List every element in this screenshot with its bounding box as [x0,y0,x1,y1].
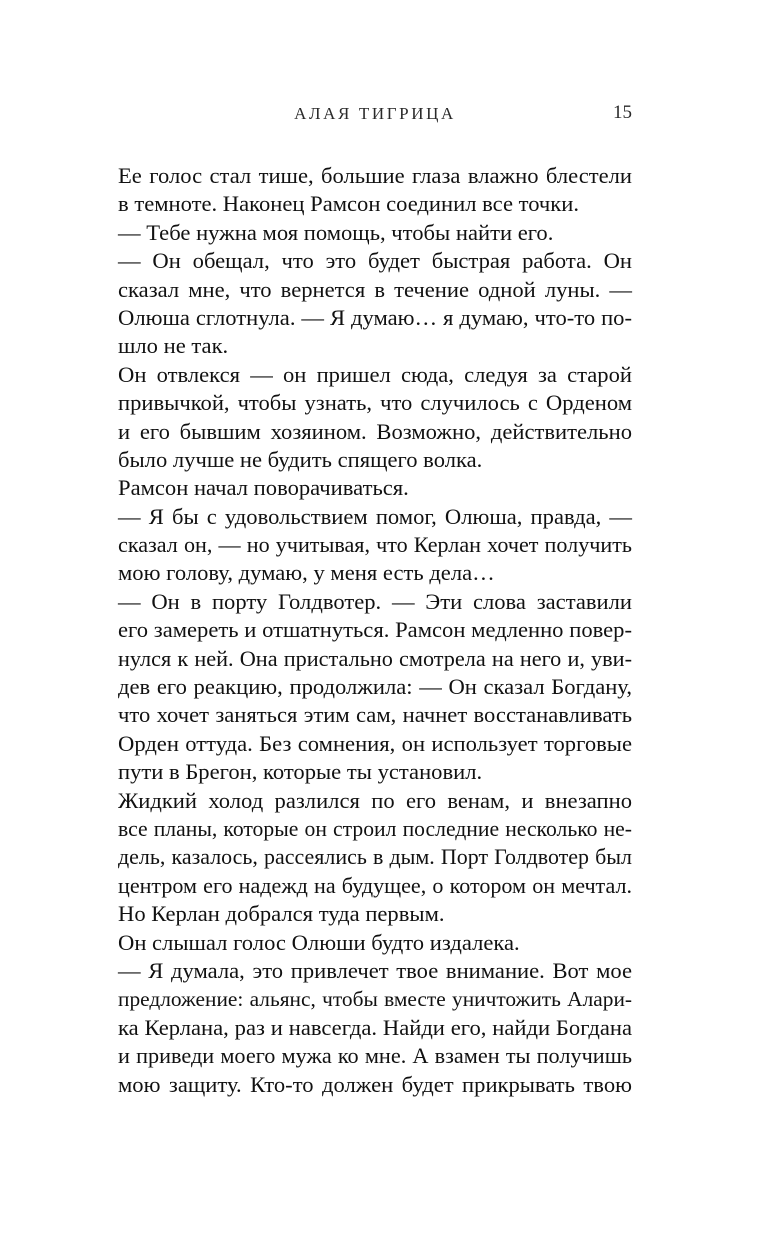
text-line: — Он обещал, что это будет быстрая работа. Он [118,248,632,274]
text-line: его замереть и отшатнуться. Рамсон медленно повер- [118,617,632,643]
text-line: ка Керлана, раз и навсегда. Найди его, найди Богдана [118,1014,632,1040]
text-line: Олюша сглотнула. — Я думаю… я думаю, что-то по- [118,304,632,330]
text-line: в темноте. Наконец Рамсон соединил все точки. [118,191,579,217]
body-text [118,162,632,1099]
text-line: мою защиту. Кто-то должен будет прикрывать твою [118,1071,632,1097]
text-line: — Тебе нужна моя помощь, чтобы найти его. [118,219,554,245]
text-line: Ее голос стал тише, большие глаза влажно блестели [118,163,632,188]
text-line: и его бывшим хозяином. Возможно, действительно [118,418,632,444]
text-line: центром его надежд на будущее, о котором он мечтал. [118,872,632,898]
page-number: 15 [613,102,632,123]
text-line: все планы, которые он строил последние несколько не- [118,816,632,841]
text-line: — Он в порту Голдвотер. — Эти слова заставили [118,588,632,614]
text-line: Он слышал голос Олюши будто издалека. [118,929,520,955]
text-line: нулся к ней. Она пристально смотрела на него и, уви- [118,645,632,671]
text-line: Но Керлан добрался туда первым. [118,901,445,927]
text-line: пути в Брегон, которые ты установил. [118,759,483,785]
text-line: Орден оттуда. Без сомнения, он использует торговые [118,730,632,756]
text-line: было лучше не будить спящего волка. [118,446,483,472]
text-line: — Я думала, это привлечет твое внимание. Вот мое [118,957,632,983]
text-line: сказал он, — но учитывая, что Керлан хочет получить [118,532,632,558]
text-line: — Я бы с удовольствием помог, Олюша, правда, — [118,503,632,529]
text-line: сказал мне, что вернется в течение одной луны. — [118,276,632,302]
text-line: привычкой, чтобы узнать, что случилось с Орденом [118,390,632,416]
text-line: что хочет заняться этим сам, начнет восстанавливать [118,702,632,728]
text-line: мою голову, думаю, у меня есть дела… [118,560,495,586]
text-line: дев его реакцию, продолжила: — Он сказал Богдану, [118,674,632,700]
text-line: Жидкий холод разлился по его венам, и внезапно [118,787,632,813]
text-line: Рамсон начал поворачиваться. [118,475,409,501]
text-line: и приведи моего мужа ко мне. А взамен ты получишь [118,1043,632,1069]
running-title: АЛАЯ ТИГРИЦА [294,104,456,123]
text-line: Он отвлекся — он пришел сюда, следуя за старой [118,361,632,387]
text-line: дель, казалось, рассеялись в дым. Порт Голдвотер был [118,844,632,870]
page-header [118,100,632,128]
text-line: предложение: альянс, чтобы вместе уничтожить Алари- [118,987,632,1012]
text-line: шло не так. [118,333,229,359]
